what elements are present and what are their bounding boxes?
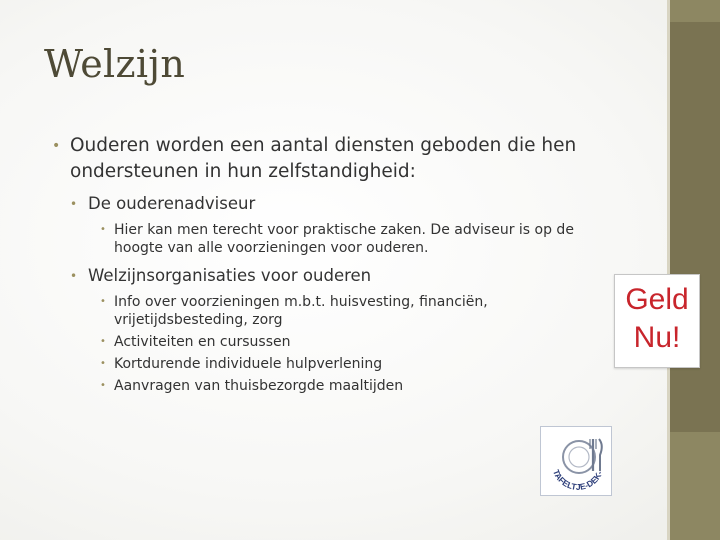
bullet-l3 [100, 355, 612, 373]
geld-nu-sticker [614, 274, 700, 368]
bullet-l3 [100, 221, 612, 257]
sticker-line-1: Geld [625, 283, 689, 316]
bullet-l2 [70, 193, 612, 215]
bullet-dot-icon: • [100, 224, 106, 235]
bullet-text: Info over voorzieningen m.b.t. huisvesting, financiën, vrijetijdsbesteding, zorg [114, 294, 488, 328]
side-bar-block-top [670, 0, 720, 22]
bullet-dot-icon: • [100, 296, 106, 307]
bullet-text: Kortdurende individuele hulpverlening [114, 356, 383, 372]
bullet-l1 [52, 133, 612, 185]
bullet-dot-icon: • [100, 336, 106, 347]
bullet-list [52, 133, 612, 399]
slide-title: Welzijn [44, 42, 186, 86]
bullet-dot-icon: • [52, 138, 61, 154]
bullet-dot-icon: • [70, 197, 78, 211]
bullet-text: De ouderenadviseur [88, 194, 256, 213]
bullet-l3 [100, 333, 612, 351]
bullet-text: Aanvragen van thuisbezorgde maaltijden [114, 378, 404, 394]
bullet-text: Welzijnsorganisaties voor ouderen [88, 266, 372, 285]
bullet-text: Hier kan men terecht voor praktische zaken. De adviseur is op de hoogte van alle voorzieningen voor ouderen. [114, 222, 574, 256]
bullet-l2 [70, 265, 612, 287]
side-bar-block-bottom [670, 432, 720, 540]
bullet-dot-icon: • [100, 380, 106, 391]
bullet-dot-icon: • [100, 358, 106, 369]
bullet-dot-icon: • [70, 269, 78, 283]
bullet-text: Ouderen worden een aantal diensten geboden die hen ondersteunen in hun zelfstandigheid: [70, 135, 577, 182]
bullet-l3 [100, 377, 612, 395]
sticker-line-2: Nu! [633, 321, 681, 354]
tafeltje-dek-je-logo [540, 426, 612, 496]
plate-cutlery-logo-icon [541, 427, 611, 495]
bullet-l3 [100, 293, 612, 329]
logo-arc-text: TAFELTJE-DEK- [551, 468, 605, 492]
bullet-text: Activiteiten en cursussen [114, 334, 291, 350]
